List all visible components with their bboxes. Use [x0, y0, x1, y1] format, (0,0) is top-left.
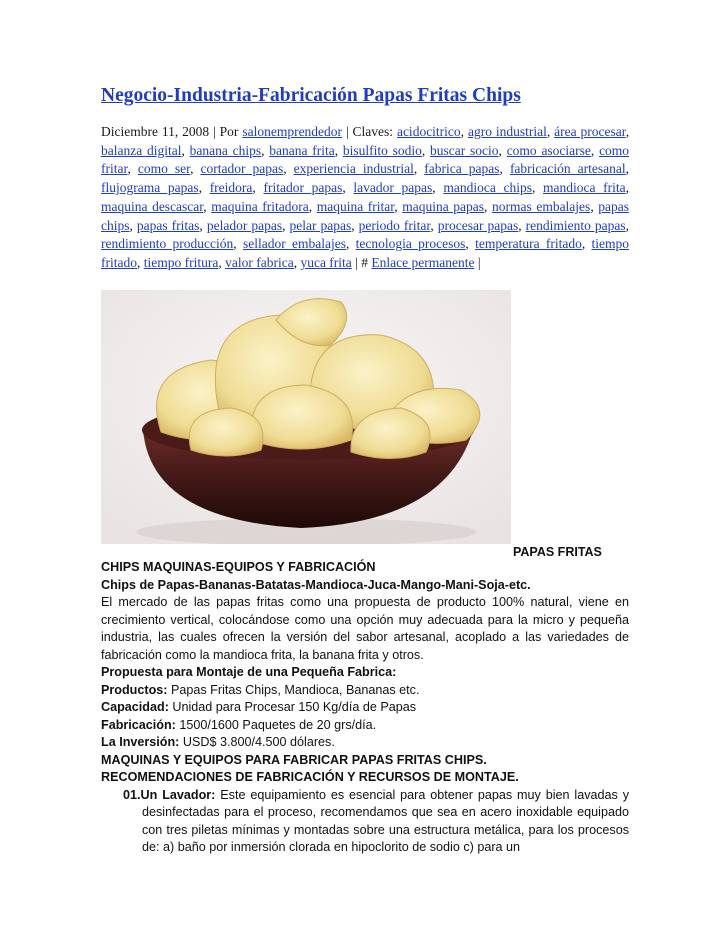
tag-link[interactable]: lavador papas: [353, 180, 433, 196]
tag-link[interactable]: balanza digital: [101, 142, 182, 158]
tag-link[interactable]: papas chips: [101, 198, 630, 233]
tag-link[interactable]: cortador papas: [200, 161, 284, 177]
inversion-value: USD$ 3.800/4.500 dólares.: [182, 735, 335, 749]
tag-link[interactable]: maquina papas: [402, 198, 485, 214]
productos-value: Papas Fritas Chips, Mandioca, Bananas etc.: [170, 682, 420, 697]
tag-link[interactable]: buscar socio: [430, 142, 499, 158]
tag-link[interactable]: normas embalajes: [492, 198, 591, 214]
heading-recomendaciones: RECOMENDACIONES DE FABRICACIÓN Y RECURSOS DE MONTAJE.: [101, 770, 519, 784]
tag-link[interactable]: valor fabrica: [225, 254, 294, 270]
author-link[interactable]: salonemprendedor: [242, 124, 343, 139]
post-title-link[interactable]: Negocio-Industria-Fabricación Papas Fritas Chips: [101, 85, 521, 106]
tag-link[interactable]: tiempo fritura: [143, 254, 219, 270]
tag-link[interactable]: bisulfito sodio: [342, 142, 422, 158]
tag-link[interactable]: freidora: [209, 180, 253, 196]
tag-link[interactable]: banana chips: [189, 142, 262, 158]
post-date: Diciembre 11, 2008: [101, 124, 210, 139]
post-meta: Diciembre 11, 2008 | Por salonemprendedor | Claves: acidocitrico, agro industrial, área procesar, balanza digital, banana chips, banana frita, bisulfito sodio, buscar socio, como asociarse, como fritar, como ser, cortador papas, experiencia industrial, fabrica papas, fabricación artesanal, flujograma papas, freidora, fritador papas, lavador papas, mandioca chips, mandioca frita, maquina descascar, maquina fritadora, maquina fritar, maquina papas, normas embalajes, papas chips, papas fritas, pelador papas, pelar papas, periodo fritar, procesar papas, rendimiento papas, rendimiento producción, sellador embalajes, tecnologia procesos, temperatura fritado, tiempo fritado, tiempo fritura, valor fabrica, yuca frita | # Enlace permanente |: [101, 124, 630, 270]
tag-link[interactable]: acidocitrico: [396, 124, 461, 139]
tag-link[interactable]: periodo fritar: [358, 217, 431, 233]
inversion-label: La Inversión:: [101, 735, 180, 749]
tag-link[interactable]: rendimiento papas: [525, 217, 626, 233]
tag-link[interactable]: maquina fritadora: [211, 198, 309, 214]
inversion-line: [101, 734, 629, 752]
tag-link[interactable]: banana frita: [269, 142, 335, 158]
permalink-prefix: #: [361, 254, 368, 270]
tag-link[interactable]: fabricación artesanal: [509, 161, 626, 177]
tag-link[interactable]: yuca frita: [300, 254, 352, 270]
item-text: Este equipamiento es esencial para obtener papas muy bien lavadas y desinfectadas para el proceso, recomendamos que sea en acero inoxidable equipado con tres piletas mínimas y montadas sobre una estructura metálica, para los procesos de: a) baño por inmersión clorada en hipoclorito de sodio c) para un: [142, 787, 629, 854]
list-item: [101, 787, 629, 857]
fabricacion-label: Fabricación:: [101, 717, 176, 732]
item-label: Un Lavador:: [140, 787, 216, 802]
tag-link[interactable]: rendimiento producción: [101, 236, 234, 252]
tag-list: acidocitrico, agro industrial, área procesar, balanza digital, banana chips, banana frita, bisulfito sodio, buscar socio, como asociarse, como fritar, como ser, cortador papas, experiencia industrial, fabrica papas, fabricación artesanal, flujograma papas, freidora, fritador papas, lavador papas, mandioca chips, mandioca frita, maquina descascar, maquina fritadora, maquina fritar, maquina papas, normas embalajes, papas chips, papas fritas, pelador papas, pelar papas, periodo fritar, procesar papas, rendimiento papas, rendimiento producción, sellador embalajes, tecnologia procesos, temperatura fritado, tiempo fritado, tiempo fritura, valor fabrica, yuca frita: [101, 124, 630, 270]
tag-link[interactable]: maquina fritar: [316, 198, 395, 214]
heading-maquinas: CHIPS MAQUINAS-EQUIPOS Y FABRICACIÓN: [101, 560, 376, 574]
tag-link[interactable]: como fritar: [101, 142, 630, 177]
tag-link[interactable]: fabrica papas: [424, 161, 500, 177]
post-body: [101, 559, 629, 857]
capacidad-value: Unidad para Procesar 150 Kg/día de Papas: [172, 700, 417, 714]
tag-link[interactable]: experiencia industrial: [293, 161, 414, 177]
heading-chips-types: Chips de Papas-Bananas-Batatas-Mandioca-Juca-Mango-Mani-Soja-etc.: [101, 577, 531, 592]
tag-link[interactable]: fritador papas: [263, 180, 343, 196]
tag-link[interactable]: como asociarse: [506, 142, 591, 158]
tag-link[interactable]: maquina descascar: [101, 198, 204, 214]
productos-label: Productos:: [101, 682, 168, 697]
productos-line: [101, 682, 629, 700]
tag-link[interactable]: tiempo fritado: [101, 236, 630, 270]
tag-link[interactable]: agro industrial: [467, 124, 547, 139]
capacidad-label: Capacidad:: [101, 700, 169, 714]
tag-link[interactable]: procesar papas: [437, 217, 519, 233]
by-label: Por: [219, 124, 239, 139]
tag-link[interactable]: área procesar: [554, 124, 626, 139]
intro-paragraph: El mercado de las papas fritas como una propuesta de producto 100% natural, viene en crecimiento vertical, colocándose como una opción muy adecuada para la micro y pequeña industria, las cuales ofrecen la versión del sabor artesanal, acoplado a las variedades de fabricación como la mandioca frita, la banana frita y otros.: [101, 595, 629, 662]
fabricacion-line: [101, 717, 629, 735]
heading-equipos: MAQUINAS Y EQUIPOS PARA FABRICAR PAPAS FRITAS CHIPS.: [101, 752, 487, 767]
chips-bowl-photo: [101, 290, 511, 544]
item-number: 01.: [123, 787, 141, 802]
tag-link[interactable]: papas fritas: [136, 217, 200, 233]
tag-link[interactable]: tecnologia procesos: [355, 236, 466, 252]
tag-link[interactable]: pelador papas: [206, 217, 283, 233]
chips-bowl-illustration: [101, 290, 511, 544]
tag-link[interactable]: temperatura fritado: [475, 236, 582, 252]
fabricacion-value: 1500/1600 Paquetes de 20 grs/día.: [179, 717, 377, 732]
capacidad-line: [101, 699, 629, 717]
tag-link[interactable]: mandioca chips: [443, 180, 532, 196]
tag-link[interactable]: como ser: [137, 161, 191, 177]
tag-link[interactable]: mandioca frita: [543, 180, 626, 196]
image-caption: PAPAS FRITAS: [513, 545, 602, 559]
keys-label: Claves:: [352, 124, 394, 139]
tag-link[interactable]: sellador embalajes: [242, 236, 346, 252]
tag-link[interactable]: pelar papas: [289, 217, 352, 233]
proposal-title: Propuesta para Montaje de una Pequeña Fabrica:: [101, 665, 397, 679]
tag-link[interactable]: flujograma papas: [101, 180, 199, 196]
permalink-link[interactable]: Enlace permanente: [371, 254, 475, 270]
